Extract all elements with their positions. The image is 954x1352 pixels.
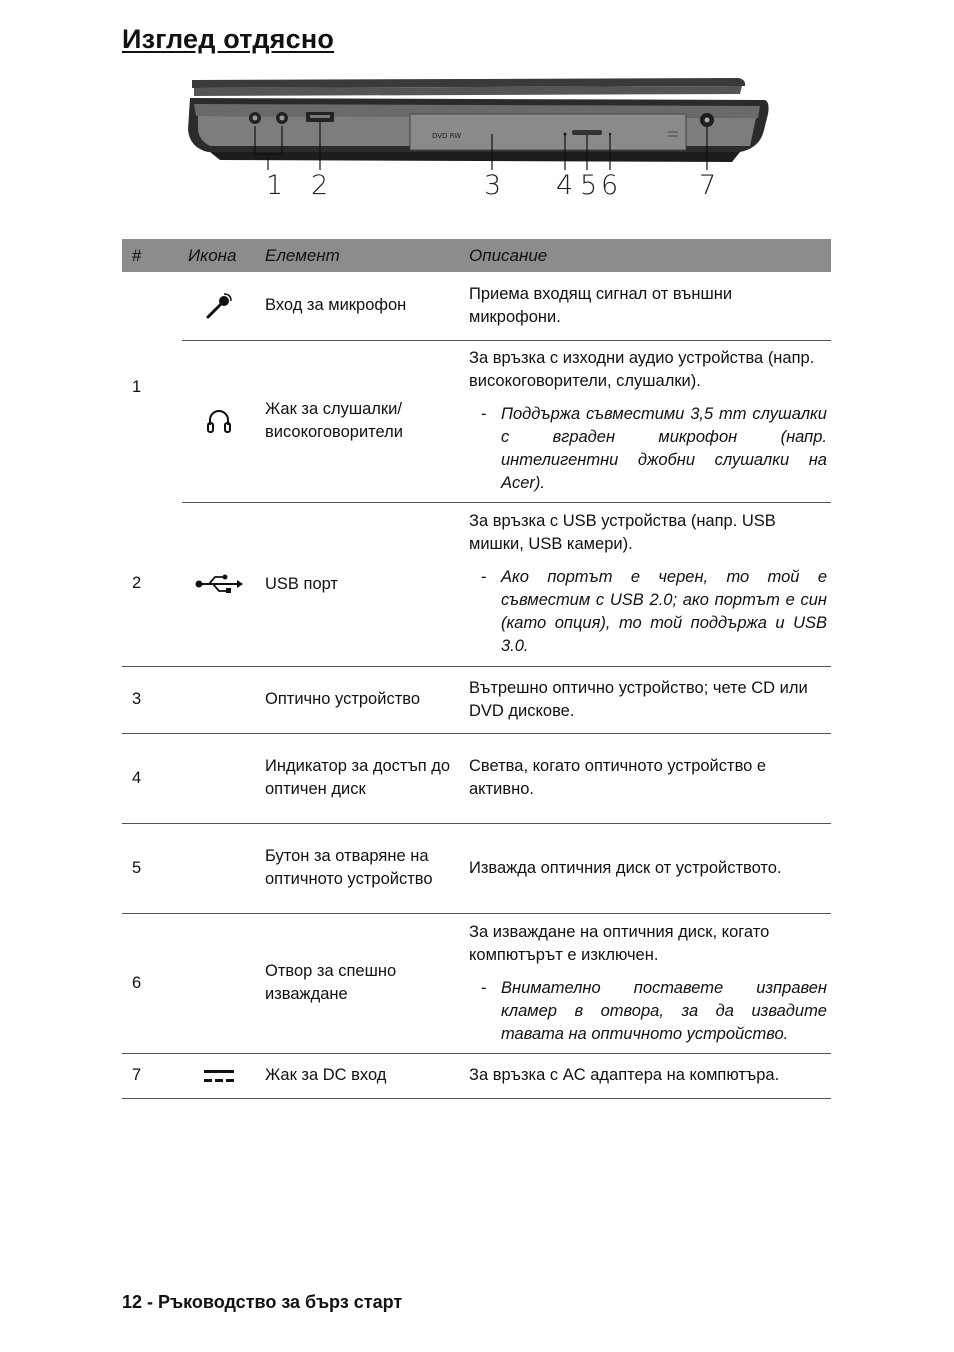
- row-number: 6: [122, 913, 182, 1053]
- table-row: [122, 733, 831, 823]
- header-item: Елемент: [256, 239, 457, 272]
- usb-icon: [182, 502, 256, 666]
- row-item: Индикатор за достъп до оптичен диск: [256, 733, 457, 823]
- callout-6: 6: [601, 170, 619, 201]
- row-icon-empty: [182, 666, 256, 733]
- note-text: Ако портът е черен, то той е съвместим с USB 2.0; ако портът е син (като опция), то той поддържа и USB 3.0.: [501, 568, 827, 655]
- row-number: 2: [122, 502, 182, 666]
- row-description: За връзка с AC адаптера на компютъра.: [457, 1053, 831, 1098]
- row-item: Жак за DC вход: [256, 1053, 457, 1098]
- row-description: [457, 913, 831, 1053]
- callout-1: 1: [266, 170, 284, 201]
- row-number: 3: [122, 666, 182, 733]
- header-description: Описание: [457, 239, 831, 272]
- callout-3: 3: [484, 170, 502, 201]
- table-row: [122, 666, 831, 733]
- table-header-row: [122, 239, 831, 272]
- row-description: Изважда оптичния диск от устройството.: [457, 823, 831, 913]
- row-item: Оптично устройство: [256, 666, 457, 733]
- row-description: Вътрешно оптично устройство; чете CD или DVD дискове.: [457, 666, 831, 733]
- table-row: [122, 913, 831, 1053]
- row-item: Жак за слушалки/ високоговорители: [256, 340, 457, 502]
- row-icon-empty: [182, 733, 256, 823]
- note-dash: -: [481, 978, 487, 997]
- table-row: [122, 823, 831, 913]
- row-description: [457, 340, 831, 502]
- callout-5: 5: [580, 170, 598, 201]
- description-text: За връзка с USB устройства (напр. USB мишки, USB камери).: [469, 512, 776, 553]
- svg-text:DVD RW: DVD RW: [432, 132, 462, 140]
- row-number: 4: [122, 733, 182, 823]
- row-number: 1: [132, 377, 142, 396]
- ports-table: [122, 239, 831, 1099]
- note-text: Поддържа съвместими 3,5 mm слушалки с вграден микрофон (напр. интелигентни джобни слушалки на Acer).: [501, 405, 827, 492]
- row-item: Отвор за спешно изваждане: [256, 913, 457, 1053]
- description-note: [469, 977, 827, 1046]
- row-item: Вход за микрофон: [256, 272, 457, 340]
- description-note: [469, 566, 827, 658]
- page-footer: 12 - Ръководство за бърз старт: [122, 1292, 403, 1312]
- row-description: [457, 502, 831, 666]
- callout-4: 4: [556, 170, 574, 201]
- row-number: 5: [122, 823, 182, 913]
- callout-7: 7: [699, 170, 717, 201]
- description-text: За връзка с изходни аудио устройства (напр. високоговорители, слушалки).: [469, 349, 815, 390]
- note-dash: -: [481, 568, 487, 586]
- row-icon-empty: [182, 823, 256, 913]
- table-row: [122, 272, 831, 340]
- row-item: USB порт: [256, 502, 457, 666]
- header-number: #: [122, 239, 182, 272]
- dc-in-icon: [182, 1053, 256, 1098]
- row-number: 7: [122, 1053, 182, 1098]
- microphone-icon: [182, 272, 256, 340]
- headphones-icon: [182, 340, 256, 502]
- callout-2: 2: [311, 170, 329, 201]
- header-icon: Икона: [182, 239, 256, 272]
- table-row: [122, 340, 831, 502]
- row-item: Бутон за отваряне на оптичното устройство: [256, 823, 457, 913]
- page-title: Изглед отдясно: [122, 24, 335, 54]
- description-note: [469, 403, 827, 495]
- row-description: Приема входящ сигнал от външни микрофони.: [457, 272, 831, 340]
- table-row: [122, 502, 831, 666]
- note-text: Внимателно поставете изправен кламер в отвора, за да извадите тавата на оптичното устройство.: [501, 978, 827, 1043]
- description-text: За изваждане на оптичния диск, когато компютърът е изключен.: [469, 922, 770, 964]
- row-icon-empty: [182, 913, 256, 1053]
- row-description: Светва, когато оптичното устройство е активно.: [457, 733, 831, 823]
- note-dash: -: [481, 405, 487, 423]
- table-row: [122, 1053, 831, 1098]
